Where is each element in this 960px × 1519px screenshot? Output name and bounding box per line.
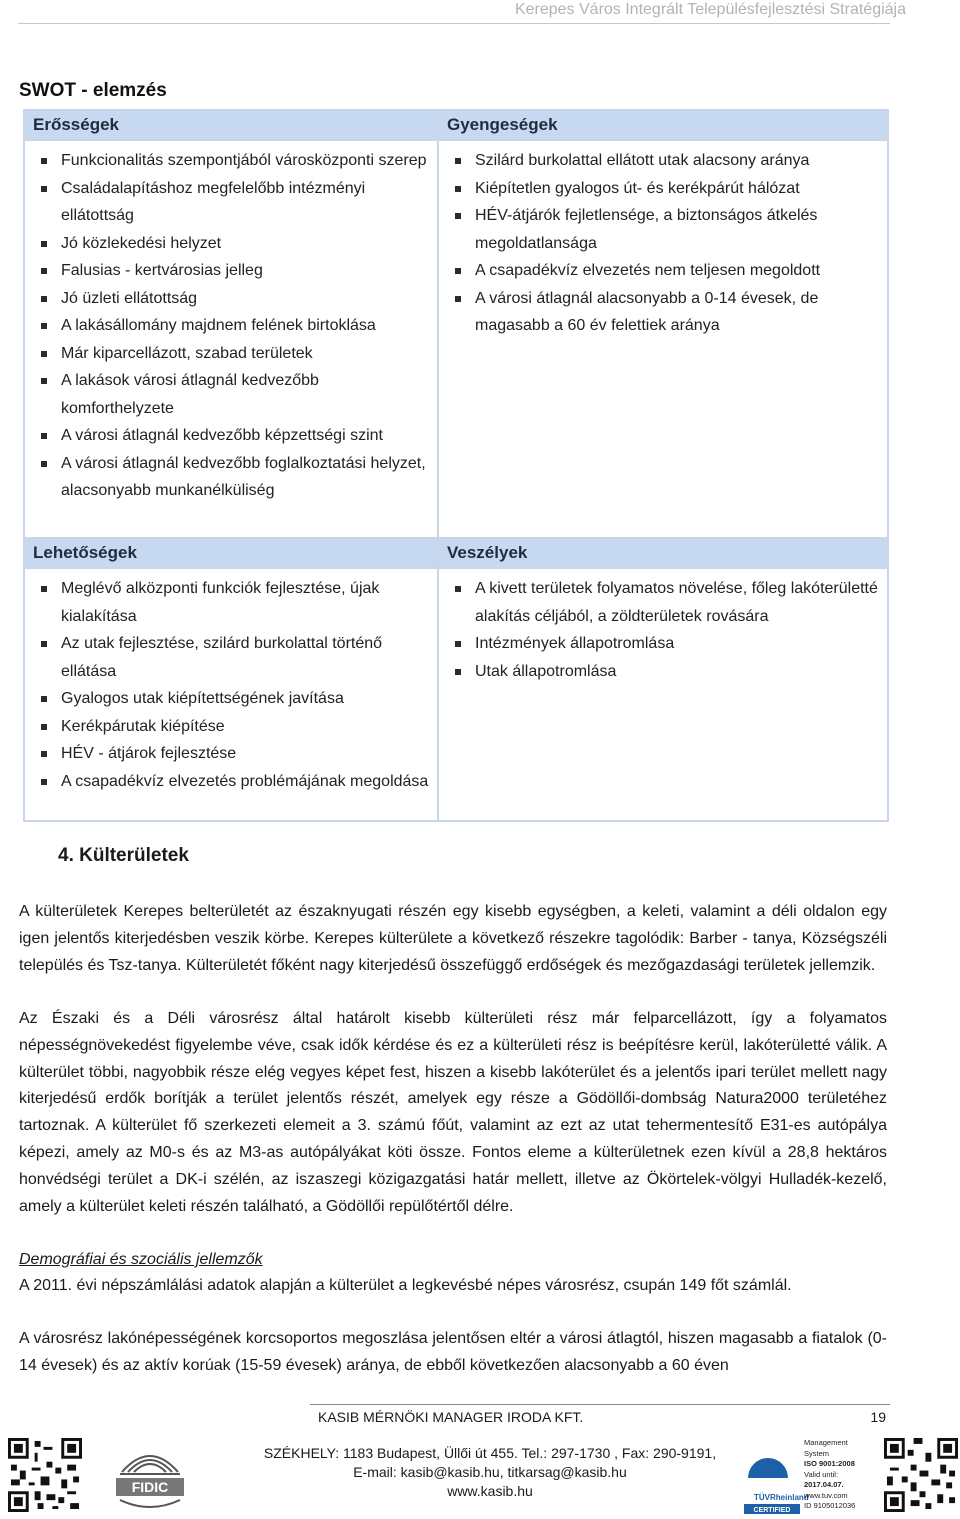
header-rule: [18, 23, 890, 24]
weaknesses-item: A városi átlagnál alacsonyabb a 0-14 évesek, de magasabb a 60 év felettiek aránya: [453, 285, 881, 340]
cert-line-6: www.tuv.com: [804, 1490, 848, 1500]
footer-web[interactable]: www.kasib.hu: [447, 1483, 533, 1499]
footer-address: [210, 1444, 770, 1501]
tuv-certified: CERTIFIED: [753, 1507, 791, 1514]
qr-code-icon: [8, 1438, 82, 1512]
threats-item: Intézmények állapotromlása: [453, 630, 881, 658]
opportunities-item: A csapadékvíz elvezetés problémájának megoldása: [39, 768, 431, 796]
strengths-item: Jó üzleti ellátottság: [39, 285, 431, 313]
cert-line-5: 2017.04.07.: [804, 1480, 844, 1489]
strengths-item: Funkcionalitás szempontjából városközponti szerep: [39, 147, 431, 175]
threats-cell: [438, 568, 888, 821]
strengths-item: Falusias - kertvárosias jelleg: [39, 257, 431, 285]
page-number: 19: [870, 1409, 886, 1425]
qr-code-icon: [884, 1438, 958, 1512]
opportunities-item: Az utak fejlesztése, szilárd burkolattal történő ellátása: [39, 630, 431, 685]
paragraph-4: A városrész lakónépességének korcsoportos megoszlása jelentősen eltér a városi átlagtól, hiszen magasabb a fiatalok (0-14 évesek) és az aktív korúak (15-59 évesek) aránya, de ebből következően alacsonyabb a 60 éven: [19, 1330, 887, 1374]
opportunities-item: Meglévő alközponti funkciók fejlesztése, újak kialakítása: [39, 575, 431, 630]
opportunities-item: HÉV - átjárok fejlesztése: [39, 740, 431, 768]
section-title: 4. Külterületek: [58, 845, 189, 866]
cert-line-2: System: [804, 1448, 830, 1458]
weaknesses-item: Szilárd burkolattal ellátott utak alacsony aránya: [453, 147, 881, 175]
opportunities-item: Gyalogos utak kiépítettségének javítása: [39, 685, 431, 713]
opportunities-item: Kerékpárutak kiépítése: [39, 713, 431, 741]
strengths-item: A városi átlagnál kedvezőbb képzettségi szint: [39, 422, 431, 450]
footer-email[interactable]: E-mail: kasib@kasib.hu, titkarsag@kasib.hu: [353, 1464, 627, 1480]
weaknesses-item: A csapadékvíz elvezetés nem teljesen megoldott: [453, 257, 881, 285]
strengths-item: Családalapításhoz megfelelőbb intézményi ellátottság: [39, 175, 431, 230]
opportunities-cell: [24, 568, 438, 821]
strengths-item: Jó közlekedési helyzet: [39, 230, 431, 258]
tuv-brand: TÜVRheinland: [754, 1493, 809, 1502]
footer-company: KASIB MÉRNÖKI MANAGER IRODA KFT.: [318, 1409, 584, 1425]
paragraph-3: A 2011. évi népszámlálási adatok alapján a külterület a legkevésbé népes városrész, csupán 149 főt számlál.: [19, 1277, 792, 1294]
demography-subheading: Demográfiai és szociális jellemzők: [19, 1251, 263, 1268]
cert-line-3: ISO 9001:2008: [804, 1459, 855, 1468]
weaknesses-header: Gyengeségek: [438, 110, 888, 140]
fidic-logo-text: FIDIC: [131, 1479, 169, 1495]
cert-line-7: ID 9105012036: [804, 1501, 856, 1510]
threats-header: Veszélyek: [438, 538, 888, 568]
weaknesses-item: HÉV-átjárók fejletlensége, a biztonságos átkelés megoldatlansága: [453, 202, 881, 257]
weaknesses-list: [439, 141, 887, 344]
cert-line-4: Valid until:: [804, 1469, 839, 1479]
footer-address-line: SZÉKHELY: 1183 Budapest, Üllői út 455. Tel.: 297-1730 , Fax: 290-9191,: [263, 1445, 717, 1461]
strengths-item: A városi átlagnál kedvezőbb foglalkoztatási helyzet, alacsonyabb munkanélküliség: [39, 450, 431, 505]
opportunities-header: Lehetőségek: [24, 538, 438, 568]
paragraph-2: Az Északi és a Déli városrész által határolt kisebb külterületi rész már felparcellázott, így a folyamatos népességnövekedést figyelembe véve, csak idők kérdése és ez a külterületi rész is beépítésre kerül, lakóterületté válik. A külterület többi, nagyobbik része elég vegyes képet fest, hiszen a kisebb lakóterület és a jelentős ipari terület mellett nagy kiterjedésű erdők borítják a terület jelentős részét, amelyek egy része a Gödöllői-dombság Natura2000 területéhez tartoznak. A külterület fő szerkezeti elemeit a 3. számú főút, valamint az ezt az utat tehermentesítő E31-es autópálya képezi, amely az M0-s és az M3-as autópályákat köti össze. Fontos eleme a külterületnek ezen kívül a 28,8 hektáros honvédségi terület a DK-i szélén, az iszaszegi közigazgatási határ mellett, illetve az Ökörtelek-völgyi Hulladék-kezelő, amely a külterület keleti részén található, a Gödöllői repülőtértől délre.: [19, 1010, 887, 1215]
tuv-cert-text: [804, 1438, 855, 1512]
strengths-item: A lakásállomány majdnem felének birtoklása: [39, 312, 431, 340]
weaknesses-cell: [438, 140, 888, 538]
strengths-cell: [24, 140, 438, 538]
threats-list: [439, 569, 887, 689]
strengths-item: A lakások városi átlagnál kedvezőbb komforthelyzete: [39, 367, 431, 422]
strengths-item: Már kiparcellázott, szabad területek: [39, 340, 431, 368]
threats-item: Utak állapotromlása: [453, 658, 881, 686]
strengths-header: Erősségek: [24, 110, 438, 140]
threats-item: A kivett területek folyamatos növelése, főleg lakóterületté alakítás céljából, a zöldterületek rovására: [453, 575, 881, 630]
footer-rule: [310, 1404, 890, 1405]
swot-heading: SWOT - elemzés: [19, 80, 167, 101]
swot-table: [23, 109, 889, 822]
weaknesses-item: Kiépítetlen gyalogos út- és kerékpárút hálózat: [453, 175, 881, 203]
strengths-list: [25, 141, 437, 509]
cert-line-1: Management: [804, 1438, 848, 1447]
opportunities-list: [25, 569, 437, 799]
fidic-logo-icon: [110, 1436, 190, 1514]
paragraph-1: A külterületek Kerepes belterületét az északnyugati részén egy kisebb egységben, a keleti, valamint a déli oldalon egy igen jelentős kiterjedésben veszik körbe. Kerepes külterülete a következő részekre tagolódik: Barber - tanya, Községszéli település és Tsz-tanya. Külterületét főként nagy kiterjedésű összefüggő erdőségek és mezőgazdasági területek jellemzik.: [19, 903, 887, 974]
tuv-certificate-badge: [740, 1438, 880, 1516]
running-header: Kerepes Város Integrált Településfejlesztési Stratégiája: [514, 1, 906, 18]
